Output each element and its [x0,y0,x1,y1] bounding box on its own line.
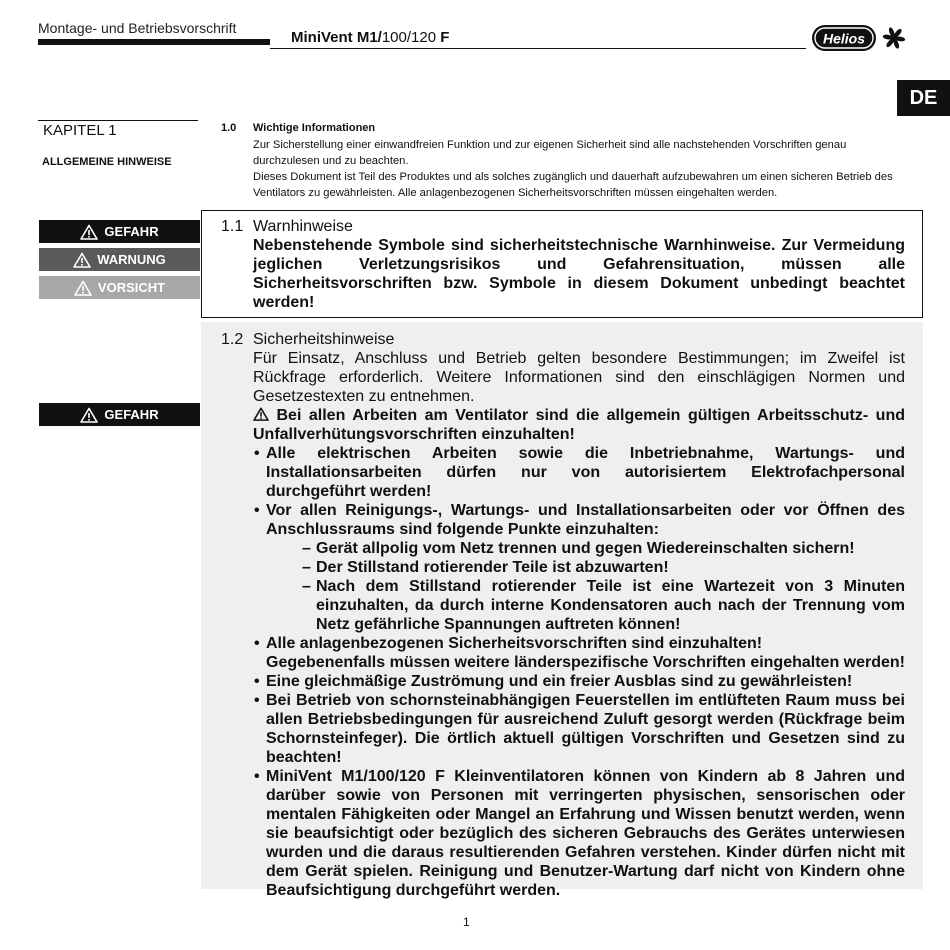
badge-vorsicht [39,276,200,299]
chapter-subtitle: ALLGEMEINE HINWEISE [42,156,172,168]
helios-logo-text: Helios [822,30,866,47]
section-1-2-intro: Für Einsatz, Anschluss und Betrieb gelten besondere Bestimmungen; im Zweifel ist Rückfrage erforderlich. Weitere Informationen sind den einschlägigen Normen und Gesetzestexten zu entnehmen. [253,350,905,405]
warning-triangle-icon [253,407,269,421]
header-rule-thin [270,48,806,49]
sublist-item: – Nach dem Stillstand rotierender Teile ist eine Wartezeit von 3 Minuten einzuhalten, da durch interne Kondensatoren auch nach der Trennung vom Netz gefährliche Spannungen auftreten können! [302,577,905,634]
warning-triangle-icon [80,407,98,423]
list-item [253,501,905,634]
section-1-0-title: Wichtige Informationen [253,122,376,134]
safety-list [253,444,905,900]
safety-sublist [266,539,905,634]
section-1-0-paragraph: Dieses Dokument ist Teil des Produktes und als solches zugänglich und dauerhaft aufzubewahren um einen sicheren Betrieb des Ventilators zu gewährleisten. Alle anlagenbezogenen Sicherheitsvorschriften müssen eingehalten werden. [253,171,893,199]
section-1-1-number: 1.1 [221,218,244,235]
sublist-item: – Gerät allpolig vom Netz trennen und gegen Wiedereinschalten sichern! [302,539,905,558]
warning-triangle-icon [80,224,98,240]
list-item-text: Gegebenenfalls müssen weitere länderspezifische Vorschriften eingehalten werden! [266,654,906,671]
fan-icon [882,27,905,49]
list-item-text: Vor allen Reinigungs-, Wartungs- und Installationsarbeiten oder vor Öffnen des Anschlussraums sind folgende Punkte einzuhalten: [266,502,905,538]
section-1-0-body [253,137,907,201]
chapter-title: KAPITEL 1 [43,122,117,139]
sublist-item: – Der Stillstand rotierender Teile ist abzuwarten! [302,558,905,577]
document-type-title: Montage- und Betriebsvorschrift [38,20,237,36]
section-1-2-number: 1.2 [221,331,244,348]
list-item: • Bei Betrieb von schornsteinabhängigen Feuerstellen im entlüfteten Raum muss bei allen Betriebsbedingungen für ausreichend Zuluft gesorgt werden (Rückfrage beim Schornsteinfeger). Die örtlich aktuell gültigen Vorschriften und Gesetzen sind zu beachten! [253,691,905,767]
badge-label: GEFAHR [104,224,159,239]
list-item: • Alle elektrischen Arbeiten sowie die Inbetriebnahme, Wartungs- und Installationsarbeiten dürfen nur von autorisiertem Elektrofachpersonal durchgeführt werden! [253,444,905,501]
list-item [253,634,905,672]
product-suffix: F [440,29,450,46]
badge-gefahr [39,220,200,243]
section-1-2-title: Sicherheitshinweise [253,331,395,348]
product-name-bold: MiniVent M1/ [291,29,382,46]
product-name [291,29,449,46]
list-item: • MiniVent M1/100/120 F Kleinventilatoren können von Kindern ab 8 Jahren und darüber sowie von Personen mit verringerten physischen, sensorischen oder mentalen Fähigkeiten oder Mangel an Erfahrung und Wissen benutzt werden, wenn sie beaufsichtigt oder bezüglich des sicheren Gebrauchs des Gerätes unterwiesen wurden und die daraus resultierenden Gefahren verstehen. Kinder dürfen nicht mit dem Gerät spielen. Reinigung und Benutzer-Wartung darf nicht von Kindern ohne Beaufsichtigung durchgeführt werden. [253,767,905,900]
badge-warnung [39,248,200,271]
badge-label: VORSICHT [97,280,166,295]
section-1-0-number: 1.0 [221,122,237,134]
language-tab: DE [897,80,950,116]
list-item: • Eine gleichmäßige Zuströmung und ein freier Ausblas sind zu gewährleisten! [253,672,905,691]
section-1-0-paragraph: Zur Sicherstellung einer einwandfreien Funktion und zur eigenen Sicherheit sind alle nachstehenden Vorschriften genau durchzulesen und zu beachten. [253,139,847,167]
warning-triangle-icon [73,252,91,268]
product-models: 100/120 [381,29,437,46]
page-number: 1 [463,915,470,929]
helios-logo [811,22,909,54]
badge-label: GEFAHR [104,407,159,422]
header-rule-thick [38,39,270,45]
section-1-2-warning-text: Bei allen Arbeiten am Ventilator sind die allgemein gültigen Arbeitsschutz- und Unfallverhütungsvorschriften einzuhalten! [253,407,905,443]
section-1-1-title: Warnhinweise [253,218,353,235]
badge-label: WARNUNG [97,252,166,267]
section-1-1-body: Nebenstehende Symbole sind sicherheitstechnische Warnhinweise. Zur Vermeidung jeglichen Verletzungsrisikos und Gefahrensituation, müssen alle Sicherheitsvorschriften bzw. Symbole in diesem Dokument unbedingt beachtet werden! [253,237,905,311]
badge-gefahr-secondary [39,403,200,426]
chapter-rule [38,120,198,121]
warning-triangle-icon [74,280,92,296]
list-item-text: • Alle anlagenbezogenen Sicherheitsvorschriften sind einzuhalten! [266,635,763,652]
section-1-2-warning [253,406,905,444]
